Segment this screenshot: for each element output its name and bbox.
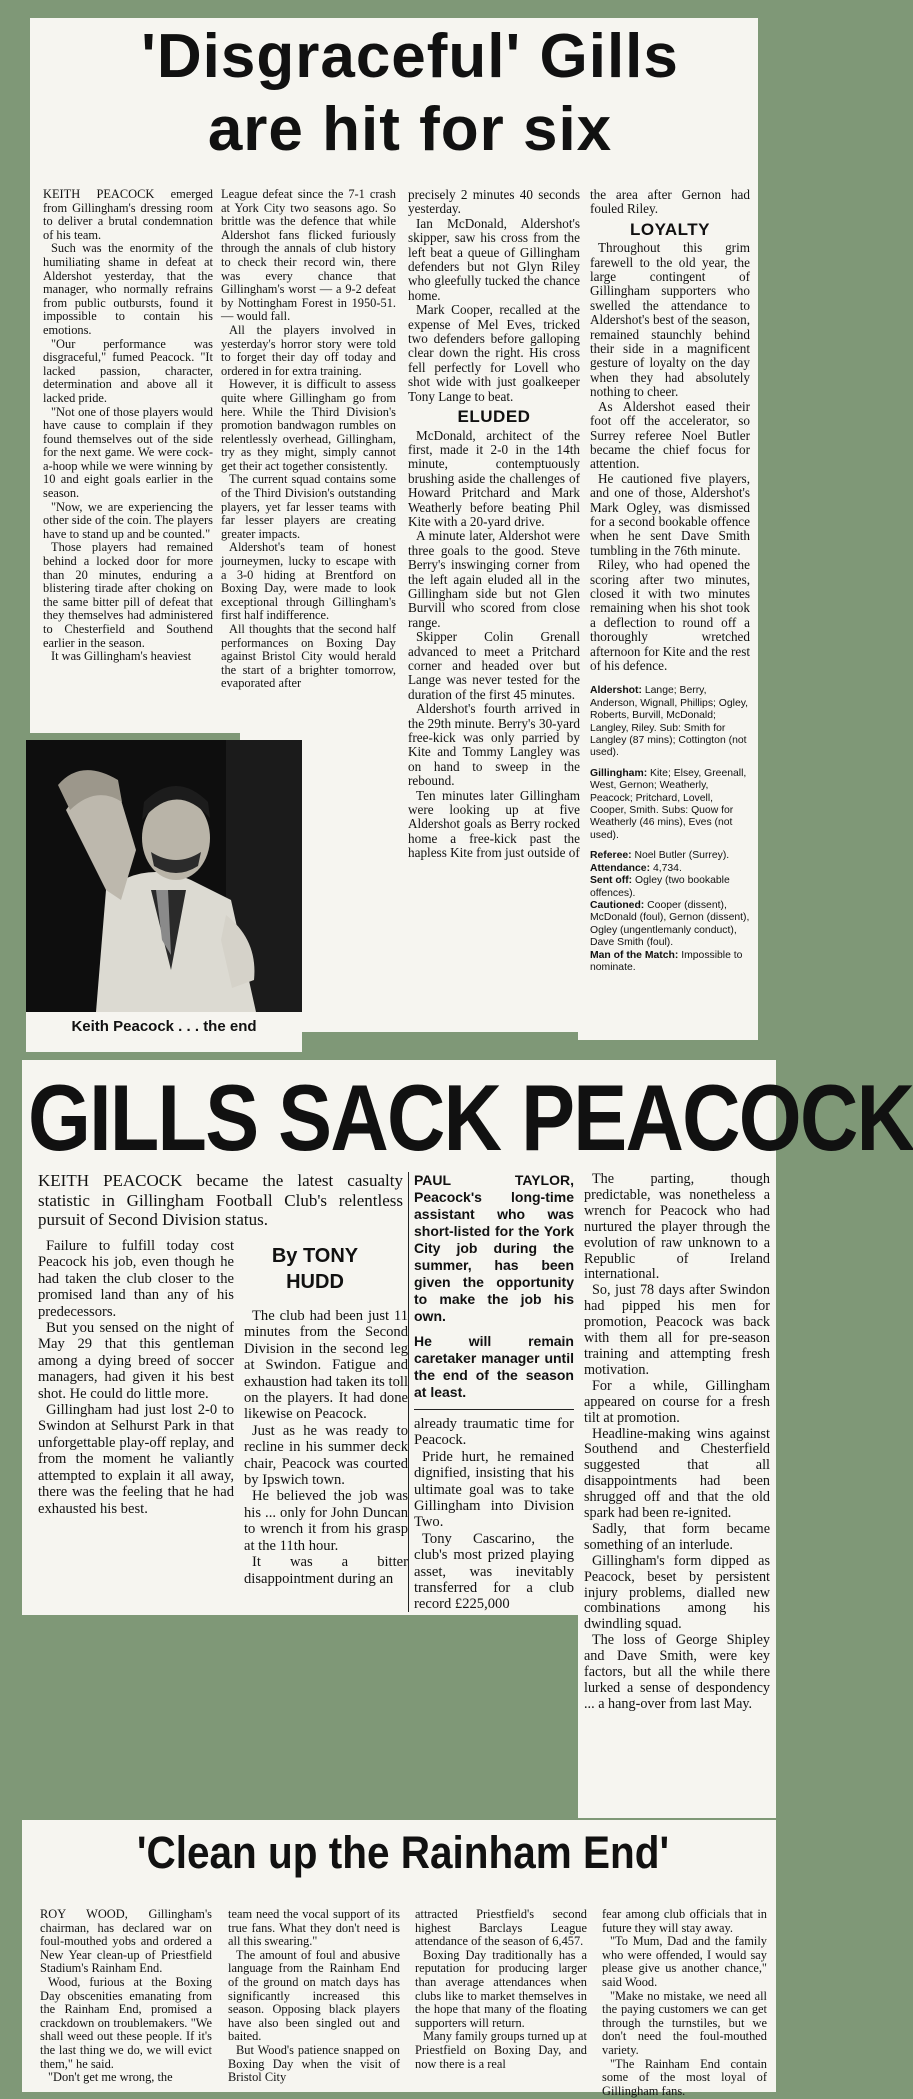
team-aldershot [590,685,750,759]
paragraph: Such was the enormity of the humiliating shame in defeat at Aldershot yesterday, that the manager, who normally refrains from public outbursts, found it impossible to contain his emotions. [43,241,213,337]
paragraph: "The Rainham End contain some of the most loyal of Gillingham fans. [602,2056,767,2098]
referee [590,850,750,862]
paragraph: Pride hurt, he remained dignified, insisting that his ultimate goal was to take Gillingham into Division Two. [414,1448,574,1531]
paragraph: already traumatic time for Peacock. [414,1416,574,1449]
paragraph: "Make no mistake, we need all the paying customers we can get through the turnstiles, but we don't need the foul-mouthed variety. [602,1988,767,2057]
paragraph: It was Gillingham's heaviest [51,649,192,664]
paragraph: Skipper Colin Grenall advanced to meet a Pritchard corner and headed over but Lange was never tested for the duration of the first 45 minutes. [408,629,580,702]
article1-column-2 [221,188,396,691]
subhead-loyalty: LOYALTY [629,219,710,239]
paragraph: The loss of George Shipley and Dave Smith, were key factors, but all the while there lurked a sense of despondency ... a hang-over from last May. [584,1632,770,1712]
headline-gills-sack-peacock: GILLS SACK PEACOCK [28,1065,913,1170]
value: Impossible to nominate. [590,949,743,973]
article3-column-3 [415,1908,587,2071]
value: 4,734. [652,862,682,874]
photo-caption: Keith Peacock . . . the end [71,1018,257,1035]
paragraph: Aldershot's fourth arrived in the 29th minute. Berry's 30-yard free-kick was only parried by Kite and Tommy Langley was on hand to sweep in the rebound. [408,701,580,789]
paragraph: Just as he was ready to recline in his summer deck chair, Peacock was courted by Ipswich town. [244,1422,408,1489]
cautioned [590,900,750,950]
paragraph: McDonald, architect of the first, made it 2-0 in the 14th minute, contemptuously brushing aside the challenges of Howard Pritchard and Mark Weatherly before beating Phil Kite with a 20-yard drive. [408,427,580,529]
article1-column-4 [590,188,750,974]
label: Attendance: [590,862,651,874]
paragraph: team need the vocal support of its true fans. What they don't need is all this swearing." [228,1907,400,1949]
paragraph: Headline-making wins against Southend and Chesterfield suggested that all disappointments had been shrugged off and that the old spark had been re-ignited. [584,1425,770,1522]
paragraph: However, it is difficult to assess quite where Gillingham go from here. While the Third Division's promotion bandwagon rumbles on relentlessly overhead, Gillingham, try as they might, simply cannot get their act together consistently. [221,377,396,473]
team-gillingham [590,768,750,842]
byline-tony-hudd: By TONY HUDD [271,1245,359,1293]
value: Noel Butler (Surrey). [634,850,730,862]
paragraph: "Not one of those players would have cause to complain if they found themselves out of the side for the next game. We were cock-a-hoop while we were winning by 10 and eight goals earlier in the season. [43,404,213,501]
paragraph: attracted Priestfield's second highest Barclays League attendance of the season of 6,457. [415,1907,587,1949]
paragraph: Boxing Day traditionally has a reputation for producing larger than average attendances when clubs like to market themselves in the hope that many of the floating supporters will return. [415,1947,587,2030]
paragraph: precisely 2 minutes 40 seconds yesterday. [408,187,580,217]
article2-column-2 [244,1308,408,1587]
column-divider [408,1172,409,1612]
paragraph: KEITH PEACOCK became the latest casualty statistic in Gillingham Football Club's relentless pursuit of Second Division status. [38,1171,403,1229]
paragraph: Mark Cooper, recalled at the expense of Mel Eves, tricked two defenders before galloping clear down the right. His cross fell perfectly for Lovell who shot wide with just goalkeeper Tony Lange to beat. [408,302,580,404]
label: Man of the Match: [590,949,679,961]
article3-column-2 [228,1908,400,2085]
caretaker-paragraph: He will remain caretaker manager until the end of the season at least. [414,1333,574,1400]
headline-line-1: 'Disgraceful' Gills [141,22,679,91]
paragraph: As Aldershot eased their foot off the accelerator, so Surrey referee Noel Butler became the chief focus for attention. [590,398,750,472]
paragraph: the area after Gernon had fouled Riley. [590,187,750,217]
label: Referee: [590,850,632,862]
paragraph: He believed the job was his ... only for John Duncan to wrench it from his grasp at the 11th hour. [244,1488,408,1554]
paragraph: League defeat since the 7-1 crash at York City two seasons ago. So brittle was the defence that while Aldershot fans flicked furiously through the annals of club history to check their record win, there was every chance that Gillingham's worst — a 9-2 defeat by Nottingham Forest in 1950-51. — would fall. [221,187,396,324]
paragraph: "Now, we are experiencing the other side of the coin. The players have to stand up and be counted." [43,499,213,541]
label: Cautioned: [590,899,645,911]
paragraph: "To Mum, Dad and the family who were offended, I would say please give us another chance," said Wood. [602,1934,767,1989]
article2-intro [38,1171,403,1230]
paragraph: Sadly, that form became something of an interlude. [584,1520,770,1553]
value: Cooper (dissent), McDonald (foul), Gernon (dissent), Ogley (ungentlemanly conduct), Dave Smith (foul). [590,899,750,949]
paragraph: The club had been just 11 minutes from the Second Division in the second leg at Swindon. Fatigue and exhaustion had taken its toll on the players. It had done likewise on Peacock. [244,1308,408,1423]
photo-keith-peacock [26,740,302,1052]
label: Aldershot: [590,685,642,697]
paragraph: A minute later, Aldershot were three goals to the good. Steve Berry's inswinging corner from the left again eluded all in the Gillingham side but not Glen Burvill who scored from close range. [408,528,580,630]
paragraph: The amount of foul and abusive language from the Rainham End of the ground on match days has significantly increased this season. Opposing black players have also been singled out and baited. [228,1947,400,2044]
value: Kite; Elsey, Greenall, West, Gernon; Weatherly, Peacock; Pritchard, Lovell, Cooper, Smith. Subs: Quow for Weatherly (46 mins), Eves (not used). [590,767,747,841]
paragraph: The current squad contains some of the Third Division's outstanding players, yet far lesser teams with far lesser players are creating greater impacts. [221,472,396,541]
label: Sent off: [590,875,633,887]
paragraph: For a while, Gillingham appeared on course for a fresh tilt at promotion. [584,1377,770,1426]
paragraph: Aldershot's team of honest journeymen, lucky to escape with a 3-0 hiding at Brentford on Boxing Day, were made to look exceptional through Gillingham's first half indifference. [221,540,396,623]
paragraph: So, just 78 days after Swindon had pipped his men for promotion, Peacock was back with them all for pre-season training and attempting fresh motivation. [584,1282,770,1378]
paragraph: Many family groups turned up at Priestfield on Boxing Day, and now there is a real [415,2029,587,2071]
article1-column-1 [43,188,213,664]
paragraph: The parting, though predictable, was nonetheless a wrench for Peacock who had nurtured the player through the evolution of raw unknown to a Republic of Ireland international. [584,1171,770,1283]
paragraph: Tony Cascarino, the club's most prized playing asset, was inevitably transferred for a club record £225,000 [414,1530,574,1613]
paragraph: KEITH PEACOCK emerged from Gillingham's dressing room to deliver a brutal condemnation of his team. [43,187,213,242]
paul-taylor-paragraph: PAUL TAYLOR, Peacock's long-time assistant who was short-listed for the York City job during the summer, has been given the opportunity to make the job his own. [414,1172,574,1324]
paragraph: It was a bitter disappointment during an [244,1554,408,1587]
headline-clean-up-rainham-end: 'Clean up the Rainham End' [136,1827,670,1878]
label: Gillingham: [590,767,648,779]
paragraph: Ian McDonald, Aldershot's skipper, saw his cross from the left beat a queue of Gillingham defenders but not Glyn Riley who gleefully tucked the chance home. [408,215,580,303]
paragraph: Failure to fulfill today cost Peacock his job, even though he had taken the club closer to the promised land than any of his predecessors. [38,1238,234,1320]
paragraph: fear among club officials that in future they will stay away. [602,1907,767,1935]
paragraph: But you sensed on the night of May 29 that this gentleman among a dying breed of soccer managers, had given it his best shot. He could do little more. [38,1320,234,1402]
paragraph: Those players had remained behind a locked door for more than 20 minutes, enduring a blistering tirade after choking on the same bitter pill of defeat that they themselves had administered to Chesterfield and Southend earlier in the season. [43,540,213,650]
article2-column-4 [584,1172,770,1713]
article2-column-3 [414,1172,574,1613]
article1-column-3 [408,188,580,861]
paragraph: "Don't get me wrong, the [48,2070,173,2085]
headline-line-2: are hit for six [207,95,613,164]
headline-disgraceful [25,20,795,166]
article3-column-1 [40,1908,212,2085]
attendance [590,863,750,875]
paragraph: He cautioned five players, and one of those, Aldershot's Mark Ogley, was dismissed for a second bookable offence when he sent Dave Smith tumbling in the 76th minute. [590,470,750,558]
paragraph: But Wood's patience snapped on Boxing Day when the visit of Bristol City [228,2042,400,2085]
column-divider [414,1409,574,1410]
paragraph: Gillingham had just lost 2-0 to Swindon at Selhurst Park in that unforgettable play-off replay, and from the moment he valiantly attempted to explain it all away, there was the feeling that he had exhausted his best. [38,1402,234,1517]
article3-column-4 [602,1908,767,2098]
sent-off [590,875,750,900]
team-lineups [590,685,750,974]
man-of-the-match [590,950,750,975]
paragraph: ROY WOOD, Gillingham's chairman, has declared war on foul-mouthed yobs and ordered a New Year clean-up of Priestfield Stadium's Rainham End. [40,1907,212,1976]
article2-column-1 [38,1238,234,1517]
paragraph: "Our performance was disgraceful," fumed Peacock. "It lacked passion, character, determination and above all it lacked pride. [43,336,213,405]
subhead-eluded: ELUDED [457,407,531,427]
paragraph: Wood, furious at the Boxing Day obscenities emanating from the Rainham End, promised a crackdown on troublemakers. "We shall weed out these people. If it's the last thing we do, we will evict them," he said. [40,1974,212,2071]
peacock-photo-illustration [26,740,302,1012]
paragraph: All the players involved in yesterday's horror story were told to forget their day off today and ordered in for extra training. [221,322,396,378]
paragraph: Ten minutes later Gillingham were looking up at five Aldershot goals as Berry rocked home a free-kick past the hapless Kite from just outside of [408,787,580,861]
paragraph: Riley, who had opened the scoring after two minutes, closed it with two minutes remaining when his shot took a deflection to round off a thoroughly wretched afternoon for Kite and the rest of his defence. [590,557,750,673]
paragraph: Gillingham's form dipped as Peacock, beset by persistent injury problems, dialled new combinations among his dwindling squad. [584,1552,770,1633]
paragraph: All thoughts that the second half performances on Boxing Day against Bristol City would herald the start of a brighter tomorrow, evaporated after [221,622,396,691]
paragraph: Throughout this grim farewell to the old year, the large contingent of Gillingham supporters who swelled the attendance to Aldershot's best of the season, remained staunchly behind their side in a magnificent gesture of loyalty on the day when they had absolutely nothing to cheer. [590,240,750,400]
value: Lange; Berry, Anderson, Wignall, Phillips; Ogley, Roberts, Burvill, McDonald; Langley, Riley. Sub: Smith for Langley (87 mins); Cottington (not used). [590,685,749,759]
value: Ogley (two bookable offences). [590,875,730,899]
